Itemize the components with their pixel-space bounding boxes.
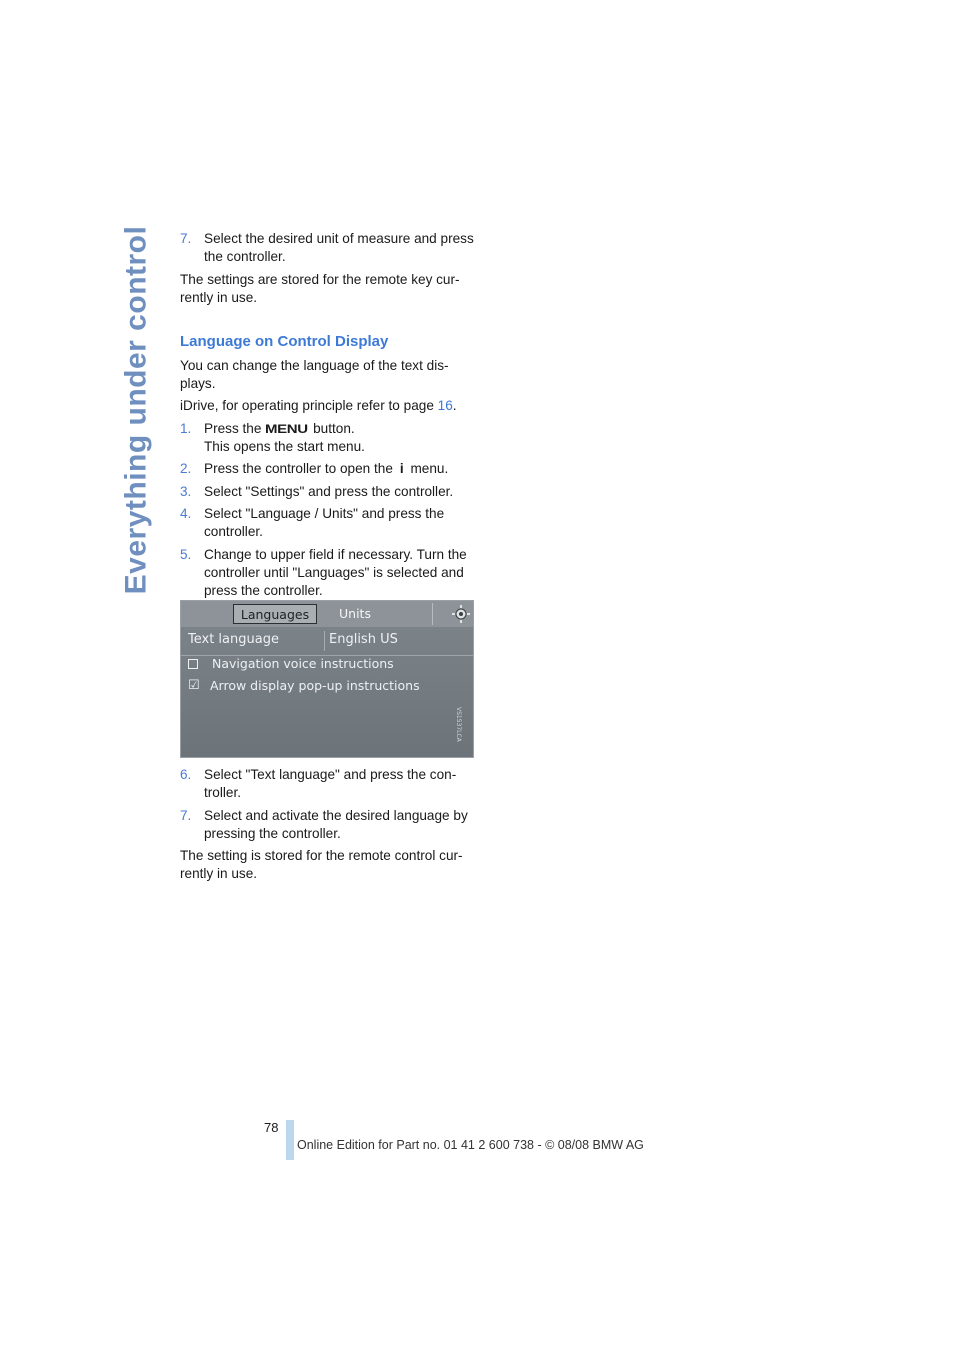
step-5 — [180, 546, 480, 600]
option-label: Arrow display pop-up instructions — [210, 678, 420, 693]
row-divider — [324, 631, 325, 651]
info-icon: i — [399, 461, 404, 476]
step-number: 4. — [180, 506, 192, 521]
sidebar-title-text: Everything under control — [119, 225, 152, 595]
paragraph-idrive-ref — [180, 397, 480, 415]
step-text: Change to upper field if necessary. Turn the controller until "Languages" is selected and press the controller. — [204, 546, 467, 598]
step-text: Select and activate the desired language by pressing the controller. — [204, 807, 468, 841]
step-7-language — [180, 807, 480, 843]
checkbox-unchecked-icon — [188, 659, 198, 669]
step-7-units — [180, 230, 480, 266]
tab-bar — [181, 601, 473, 627]
step-text-pre: Press the controller to open the — [204, 461, 397, 476]
tab-divider — [432, 603, 433, 625]
idrive-ref-suffix: . — [452, 398, 457, 413]
step-number: 6. — [180, 767, 192, 782]
paragraph-language-intro: You can change the language of the text dis-plays. — [180, 357, 449, 391]
paragraph-setting-stored: The setting is stored for the remote control cur-rently in use. — [180, 848, 463, 881]
image-code: VS1537LCA — [455, 707, 462, 742]
step-number: 3. — [180, 483, 192, 499]
step-text: Select the desired unit of measure and press the controller. — [204, 231, 474, 264]
settings-gear-icon — [451, 604, 471, 624]
step-3 — [180, 483, 480, 501]
footer-edition-text: Online Edition for Part no. 01 41 2 600 738 - © 08/08 BMW AG — [297, 1138, 644, 1152]
step-text — [204, 420, 480, 456]
option-navigation-voice — [188, 656, 394, 671]
footer-accent-bar — [286, 1120, 294, 1160]
step-text-post: button. — [309, 420, 355, 436]
menu-button-icon: MENU — [265, 421, 308, 436]
checkbox-checked-icon: ☑ — [188, 678, 200, 693]
page-link[interactable]: 16 — [437, 398, 453, 413]
text-language-row — [181, 629, 473, 656]
step-text: Select "Language / Units" and press the controller. — [204, 506, 445, 539]
step-number: 5. — [180, 546, 192, 562]
option-label: Navigation voice instructions — [212, 656, 394, 671]
step-number: 7. — [180, 231, 192, 246]
step-4 — [180, 505, 480, 541]
option-arrow-display — [188, 678, 420, 693]
step-text-post: menu. — [406, 461, 449, 476]
control-display-screenshot — [180, 600, 474, 758]
tab-languages: Languages — [233, 604, 317, 624]
step-number: 2. — [180, 461, 192, 476]
step-text-pre: Press the — [204, 420, 266, 436]
step-text — [204, 460, 480, 478]
text-language-label: Text language — [188, 632, 279, 647]
text-language-value: English US — [329, 632, 398, 647]
step-text-line2: This opens the start menu. — [204, 438, 365, 454]
step-text: Select "Text language" and press the con-troller. — [204, 767, 457, 800]
main-content — [180, 230, 480, 604]
main-content-continued — [180, 766, 480, 888]
tab-units: Units — [339, 606, 371, 621]
idrive-ref-text: iDrive, for operating principle refer to page — [180, 398, 438, 413]
step-number: 1. — [180, 420, 192, 436]
step-1 — [180, 420, 480, 456]
page-number: 78 — [264, 1120, 279, 1135]
step-text: Select "Settings" and press the controller. — [204, 483, 454, 499]
paragraph-units-stored: The settings are stored for the remote key cur-rently in use. — [180, 271, 460, 305]
step-6 — [180, 766, 480, 802]
step-number: 7. — [180, 807, 192, 823]
sidebar-section-title — [114, 225, 158, 595]
section-heading: Language on Control Display — [180, 332, 389, 350]
step-2 — [180, 460, 480, 478]
